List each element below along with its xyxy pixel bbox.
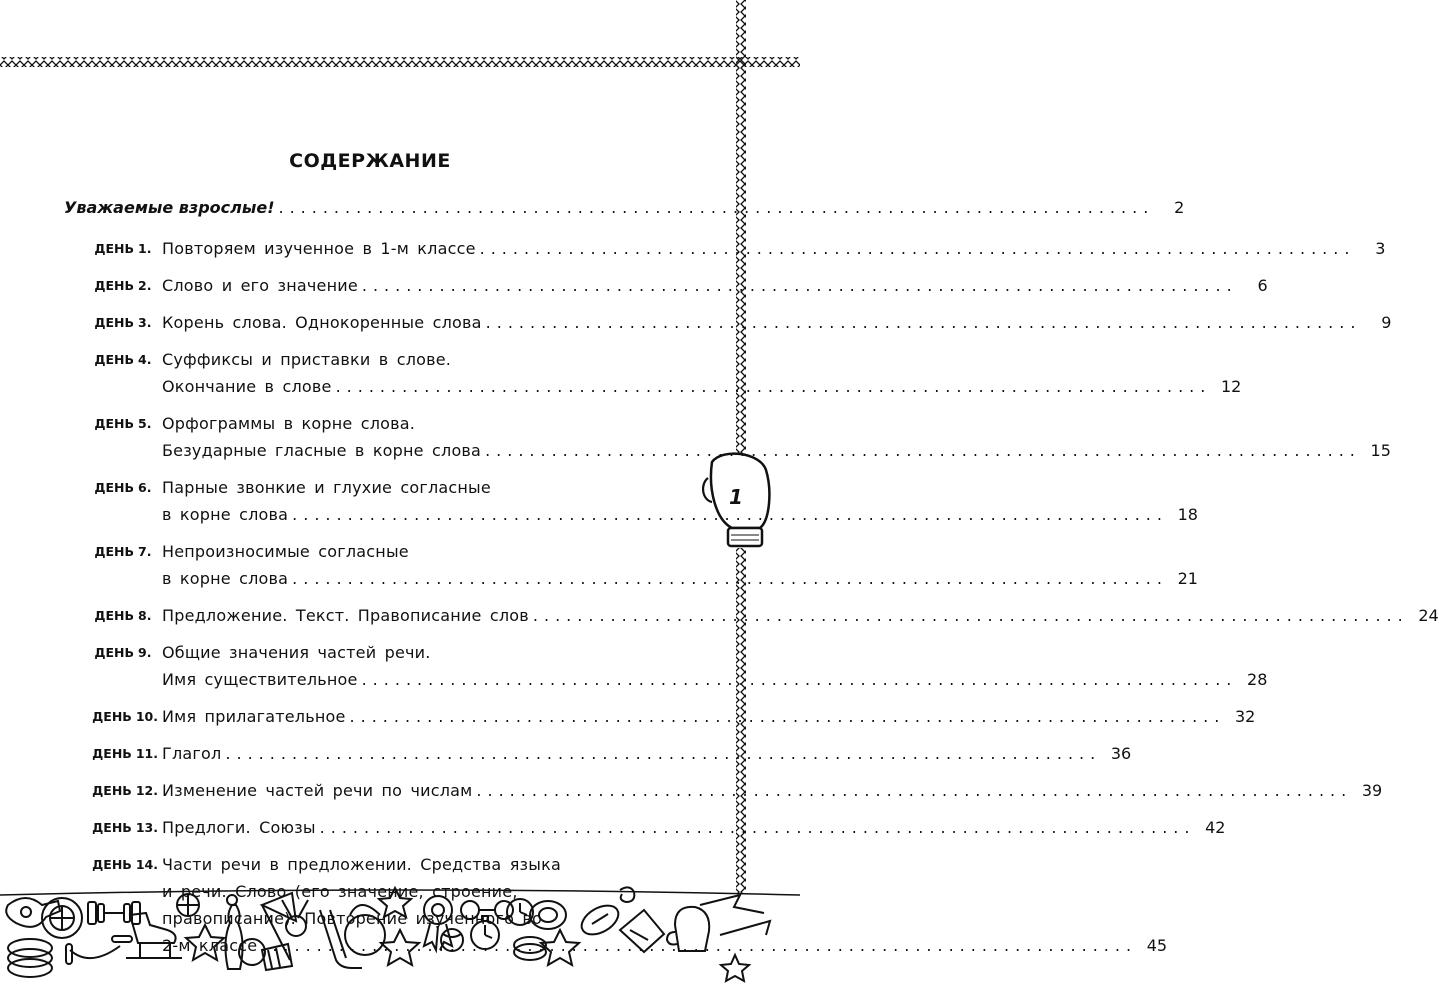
- toc-day-row[interactable]: [64, 740, 1132, 767]
- day-word: ДЕНЬ: [94, 278, 134, 293]
- day-number: 10.: [135, 709, 158, 724]
- day-word: ДЕНЬ: [94, 241, 134, 256]
- day-number: 8.: [138, 608, 152, 623]
- entry-line: [162, 309, 1391, 336]
- entry-text: Суффиксы и приставки в слове.: [162, 350, 452, 369]
- page-number: 6: [1257, 276, 1268, 295]
- entry-text: Имя прилагательное: [162, 707, 346, 726]
- toc-day-row[interactable]: [64, 309, 1392, 336]
- toc-day-row[interactable]: [64, 272, 1268, 299]
- day-label: [64, 777, 162, 804]
- day-entry: [162, 814, 1225, 841]
- toc-day-row[interactable]: [64, 703, 1256, 730]
- day-number: 6.: [138, 480, 152, 495]
- entry-text: Корень слова. Однокоренные слова: [162, 313, 482, 332]
- day-entry: [162, 639, 1267, 693]
- dot-leader: ...............................................................................: [485, 441, 1361, 460]
- entry-line: [162, 851, 1167, 878]
- day-entry: [162, 272, 1268, 299]
- day-label: [64, 309, 162, 336]
- entry-text: 2-м классе: [162, 936, 258, 955]
- day-label: [64, 538, 162, 565]
- day-entry: [162, 740, 1131, 767]
- toc-day-row[interactable]: [64, 538, 1198, 592]
- toc-day-row[interactable]: [64, 410, 1391, 464]
- intro-title: Уважаемые взрослые!: [64, 198, 275, 217]
- day-entry: [162, 703, 1255, 730]
- entry-text: Безударные гласные в корне слова: [162, 441, 482, 460]
- day-number: 3.: [138, 315, 152, 330]
- page-number: 36: [1110, 744, 1132, 763]
- day-word: ДЕНЬ: [94, 416, 134, 431]
- dot-leader: ...............................................................................: [225, 744, 1102, 763]
- day-number: 1.: [138, 241, 152, 256]
- day-entry: [162, 235, 1385, 262]
- day-label: [64, 346, 162, 373]
- page-number: 45: [1146, 936, 1168, 955]
- puck-icon: [8, 939, 52, 977]
- entry-text: в корне слова: [162, 569, 289, 588]
- day-number: 5.: [138, 416, 152, 431]
- toc-day-row[interactable]: [64, 777, 1383, 804]
- toc-day-row[interactable]: [64, 851, 1168, 959]
- day-entry: [162, 538, 1198, 592]
- entry-line: [162, 474, 1198, 501]
- day-word: ДЕНЬ: [94, 352, 134, 367]
- entry-line: [162, 666, 1267, 693]
- day-word: ДЕНЬ: [92, 820, 132, 835]
- entry-line: [162, 740, 1131, 767]
- entry-line: [162, 703, 1255, 730]
- day-number: 12.: [135, 783, 158, 798]
- entry-text: Глагол: [162, 744, 222, 763]
- glove-badge-number: 1: [729, 485, 743, 509]
- day-word: ДЕНЬ: [94, 608, 134, 623]
- day-entry: [162, 474, 1198, 528]
- day-entry: [162, 410, 1391, 464]
- dot-leader: ...............................................................................: [476, 781, 1353, 800]
- day-label: [64, 703, 162, 730]
- day-word: ДЕНЬ: [92, 709, 132, 724]
- page-number: 39: [1361, 781, 1383, 800]
- day-word: ДЕНЬ: [94, 480, 134, 495]
- dot-leader: ...............................................................................: [532, 606, 1409, 625]
- day-number: 2.: [138, 278, 152, 293]
- page-number: 12: [1221, 377, 1242, 396]
- entry-line: [162, 602, 1439, 629]
- day-entry: [162, 602, 1439, 629]
- day-word: ДЕНЬ: [94, 315, 134, 330]
- entry-text: Орфограммы в корне слова.: [162, 414, 416, 433]
- toc-day-row[interactable]: [64, 814, 1226, 841]
- entry-line: [162, 538, 1198, 565]
- day-word: ДЕНЬ: [94, 544, 134, 559]
- entry-text: в корне слова: [162, 505, 289, 524]
- entry-text: Общие значения частей речи.: [162, 643, 431, 662]
- entry-text: Окончание в слове: [162, 377, 332, 396]
- page-number: 28: [1247, 670, 1268, 689]
- day-number: 9.: [138, 645, 152, 660]
- entry-text: Имя существительное: [162, 670, 358, 689]
- entry-text: правописание). Повторение изученного во: [162, 909, 543, 928]
- day-label: [64, 851, 162, 878]
- entry-line: [162, 814, 1225, 841]
- page-title: СОДЕРЖАНИЕ: [289, 150, 451, 172]
- entry-text: Повторяем изученное в 1-м классе: [162, 239, 476, 258]
- day-entry: [162, 346, 1241, 400]
- dot-leader: ...............................................................................: [361, 276, 1238, 295]
- toc-day-list: [64, 235, 1439, 959]
- day-number: 7.: [138, 544, 152, 559]
- entry-line: [162, 932, 1167, 959]
- dot-leader: ...............................................................................: [319, 818, 1196, 837]
- toc-day-row[interactable]: [64, 474, 1198, 528]
- page-number: 24: [1418, 606, 1439, 625]
- entry-line: [162, 346, 1241, 373]
- page-number: 3: [1375, 239, 1386, 258]
- day-word: ДЕНЬ: [92, 783, 132, 798]
- toc-day-row[interactable]: [64, 639, 1268, 693]
- entry-line: [162, 410, 1391, 437]
- entry-text: Предлоги. Союзы: [162, 818, 316, 837]
- day-entry: [162, 309, 1391, 336]
- page-number: 15: [1370, 441, 1391, 460]
- entry-text: Непроизносимые согласные: [162, 542, 409, 561]
- day-label: [64, 740, 162, 767]
- entry-line: [162, 565, 1198, 592]
- page-number: 32: [1234, 707, 1256, 726]
- page-number: 2: [1174, 198, 1185, 217]
- dot-leader: ...............................................................................: [361, 670, 1238, 689]
- day-word: ДЕНЬ: [92, 857, 132, 872]
- dot-leader: ...............................................................................: [292, 505, 1168, 524]
- entry-text: Слово и его значение: [162, 276, 358, 295]
- toc-intro-row[interactable]: [64, 198, 1185, 225]
- entry-line: [162, 777, 1382, 804]
- page-number: 42: [1205, 818, 1226, 837]
- day-word: ДЕНЬ: [94, 645, 134, 660]
- entry-line: [162, 639, 1267, 666]
- day-label: [64, 474, 162, 501]
- entry-text: Предложение. Текст. Правописание слов: [162, 606, 529, 625]
- day-number: 14.: [135, 857, 158, 872]
- day-number: 4.: [138, 352, 152, 367]
- day-number: 11.: [135, 746, 158, 761]
- toc-day-row[interactable]: [64, 346, 1242, 400]
- day-word: ДЕНЬ: [92, 746, 132, 761]
- dot-leader: ...............................................................................: [278, 198, 1155, 217]
- entry-line: [162, 878, 1167, 905]
- dot-leader: ...............................................................................: [485, 313, 1362, 332]
- dot-leader: ...............................................................................: [335, 377, 1212, 396]
- entry-text: Парные звонкие и глухие согласные: [162, 478, 491, 497]
- day-label: [64, 235, 162, 262]
- day-number: 13.: [135, 820, 158, 835]
- entry-line: [162, 437, 1391, 464]
- dot-leader: ...............................................................................: [479, 239, 1356, 258]
- day-label: [64, 814, 162, 841]
- entry-text: и речи. Слово (его значение, строение,: [162, 882, 518, 901]
- dot-leader: ...............................................................................: [349, 707, 1226, 726]
- day-label: [64, 410, 162, 437]
- toc-day-row[interactable]: [64, 235, 1386, 262]
- day-entry: [162, 777, 1382, 804]
- dot-leader: ...............................................................................: [292, 569, 1168, 588]
- entry-line: [162, 235, 1385, 262]
- entry-line: [162, 272, 1268, 299]
- entry-text: Изменение частей речи по числам: [162, 781, 473, 800]
- day-label: [64, 272, 162, 299]
- toc-day-row[interactable]: [64, 602, 1439, 629]
- entry-line: [162, 905, 1167, 932]
- entry-text: Части речи в предложении. Средства языка: [162, 855, 561, 874]
- page-number: 9: [1381, 313, 1392, 332]
- day-label: [64, 639, 162, 666]
- page-number: 18: [1177, 505, 1198, 524]
- day-entry: [162, 851, 1167, 959]
- dot-leader: ...............................................................................: [261, 936, 1138, 955]
- table-of-contents: [64, 198, 1439, 969]
- page-number: 21: [1177, 569, 1198, 588]
- entry-line: [162, 373, 1241, 400]
- entry-line: [162, 501, 1198, 528]
- day-label: [64, 602, 162, 629]
